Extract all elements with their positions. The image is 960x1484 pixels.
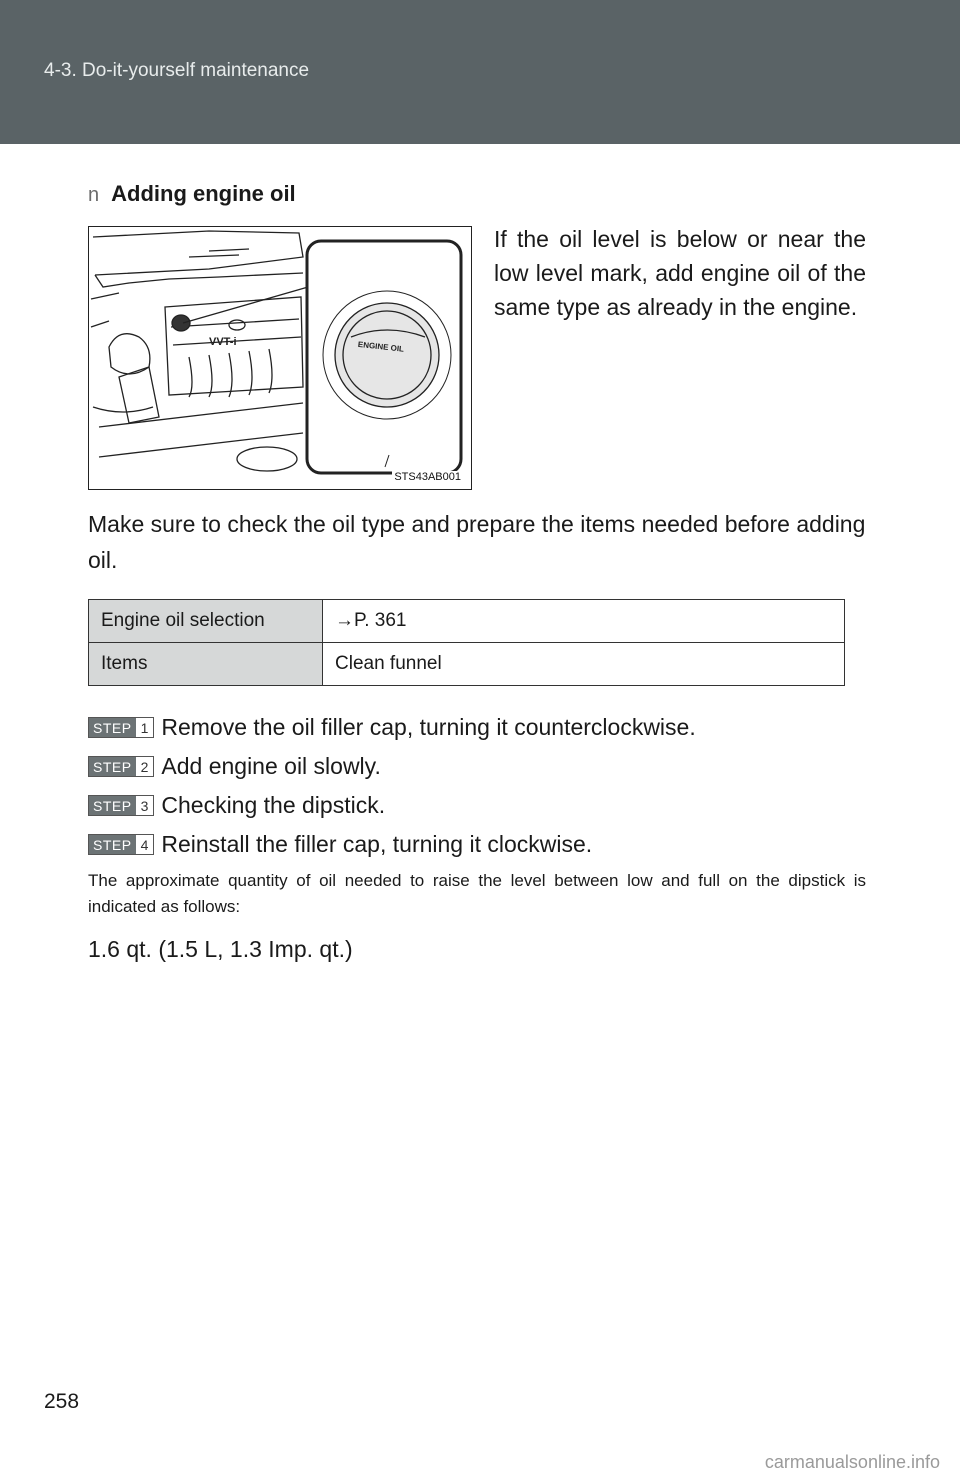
table-row bbox=[89, 600, 845, 643]
engine-label: VVT-i bbox=[209, 336, 237, 348]
step-word: STEP bbox=[89, 718, 136, 737]
list-item bbox=[88, 747, 888, 786]
page-header bbox=[0, 0, 960, 144]
engine-illustration bbox=[88, 226, 472, 490]
section-heading bbox=[88, 181, 296, 207]
step-word: STEP bbox=[89, 835, 136, 854]
list-item bbox=[88, 708, 888, 747]
quantity-note: The approximate quantity of oil needed to raise the level between low and full on the dipstick is indicated as follows: bbox=[88, 871, 866, 916]
step-text: Reinstall the filler cap, turning it clockwise. bbox=[161, 831, 593, 857]
step-badge bbox=[88, 717, 154, 738]
engine-bay-drawing bbox=[89, 227, 471, 489]
page-number: 258 bbox=[44, 1390, 80, 1413]
step-number: 4 bbox=[136, 835, 154, 854]
step-badge bbox=[88, 756, 154, 777]
figure-code: STS43AB001 bbox=[394, 471, 461, 483]
step-number: 3 bbox=[136, 796, 154, 815]
step-word: STEP bbox=[89, 796, 136, 815]
table-row bbox=[89, 643, 845, 686]
section-breadcrumb: 4-3. Do-it-yourself maintenance bbox=[44, 60, 310, 81]
table-cell-value: →P. 361 bbox=[323, 600, 845, 643]
table-cell-value: Clean funnel bbox=[323, 643, 845, 686]
step-text: Checking the dipstick. bbox=[161, 792, 386, 818]
step-text: Remove the oil filler cap, turning it counterclockwise. bbox=[161, 714, 696, 740]
step-number: 1 bbox=[136, 718, 154, 737]
watermark: carmanualsonline.info bbox=[764, 1452, 940, 1472]
step-text: Add engine oil slowly. bbox=[161, 753, 381, 779]
cap-label: ENGINE OIL bbox=[357, 339, 405, 354]
step-number: 2 bbox=[136, 757, 154, 776]
instruction-paragraph: Make sure to check the oil type and prepare the items needed before adding oil. bbox=[88, 511, 866, 573]
intro-text: If the oil level is below or near the low level mark, add engine oil of the same type as already in the engine. bbox=[494, 226, 866, 320]
step-word: STEP bbox=[89, 757, 136, 776]
oil-items-table bbox=[88, 599, 845, 686]
table-cell-label: Items bbox=[89, 643, 323, 686]
step-badge bbox=[88, 834, 154, 855]
bullet-marker: n bbox=[88, 184, 100, 206]
steps-list bbox=[88, 708, 888, 864]
table-cell-label: Engine oil selection bbox=[89, 600, 323, 643]
oil-quantity: 1.6 qt. (1.5 L, 1.3 Imp. qt.) bbox=[88, 936, 353, 962]
list-item bbox=[88, 786, 888, 825]
step-badge bbox=[88, 795, 154, 816]
list-item bbox=[88, 825, 888, 864]
section-heading-text: Adding engine oil bbox=[111, 181, 296, 206]
